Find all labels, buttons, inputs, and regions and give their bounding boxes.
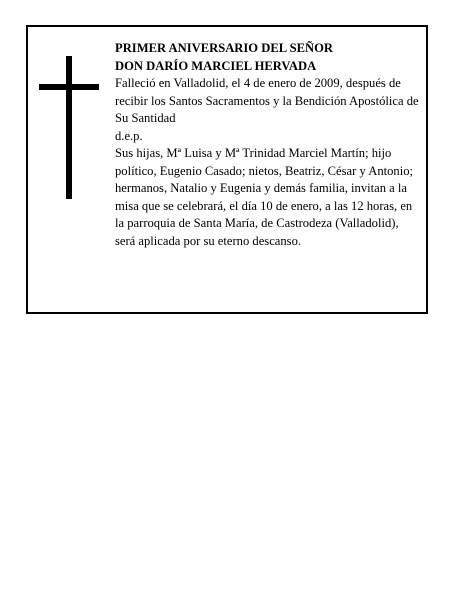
cross-horizontal-bar (39, 84, 99, 90)
dep-abbreviation: d.e.p. (115, 128, 143, 143)
cross-vertical-bar (66, 56, 72, 199)
cross-icon (39, 56, 99, 199)
notice-body: Sus hijas, Mª Luisa y Mª Trinidad Marciel Martín; hijo político, Eugenio Casado; nietos, Beatriz, César y Antonio; hermanos, Natalio y Eugenia y demás familia, invitan a la misa que se celebrará, el día 10 de enero, a las 12 horas, en la parroquia de Santa María, de Castrodeza (Valladolid), será aplicada por su eterno descanso. (115, 146, 414, 248)
obituary-notice (26, 25, 428, 314)
notice-title-line-1: PRIMER ANIVERSARIO DEL SEÑOR (115, 41, 333, 55)
notice-text (115, 40, 420, 250)
notice-title-line-2: DON DARÍO MARCIEL HERVADA (115, 58, 317, 73)
death-info: Falleció en Valladolid, el 4 de enero de 2009, después de recibir los Santos Sacramentos y la Bendición Apostólica de Su Santidad (115, 76, 419, 125)
